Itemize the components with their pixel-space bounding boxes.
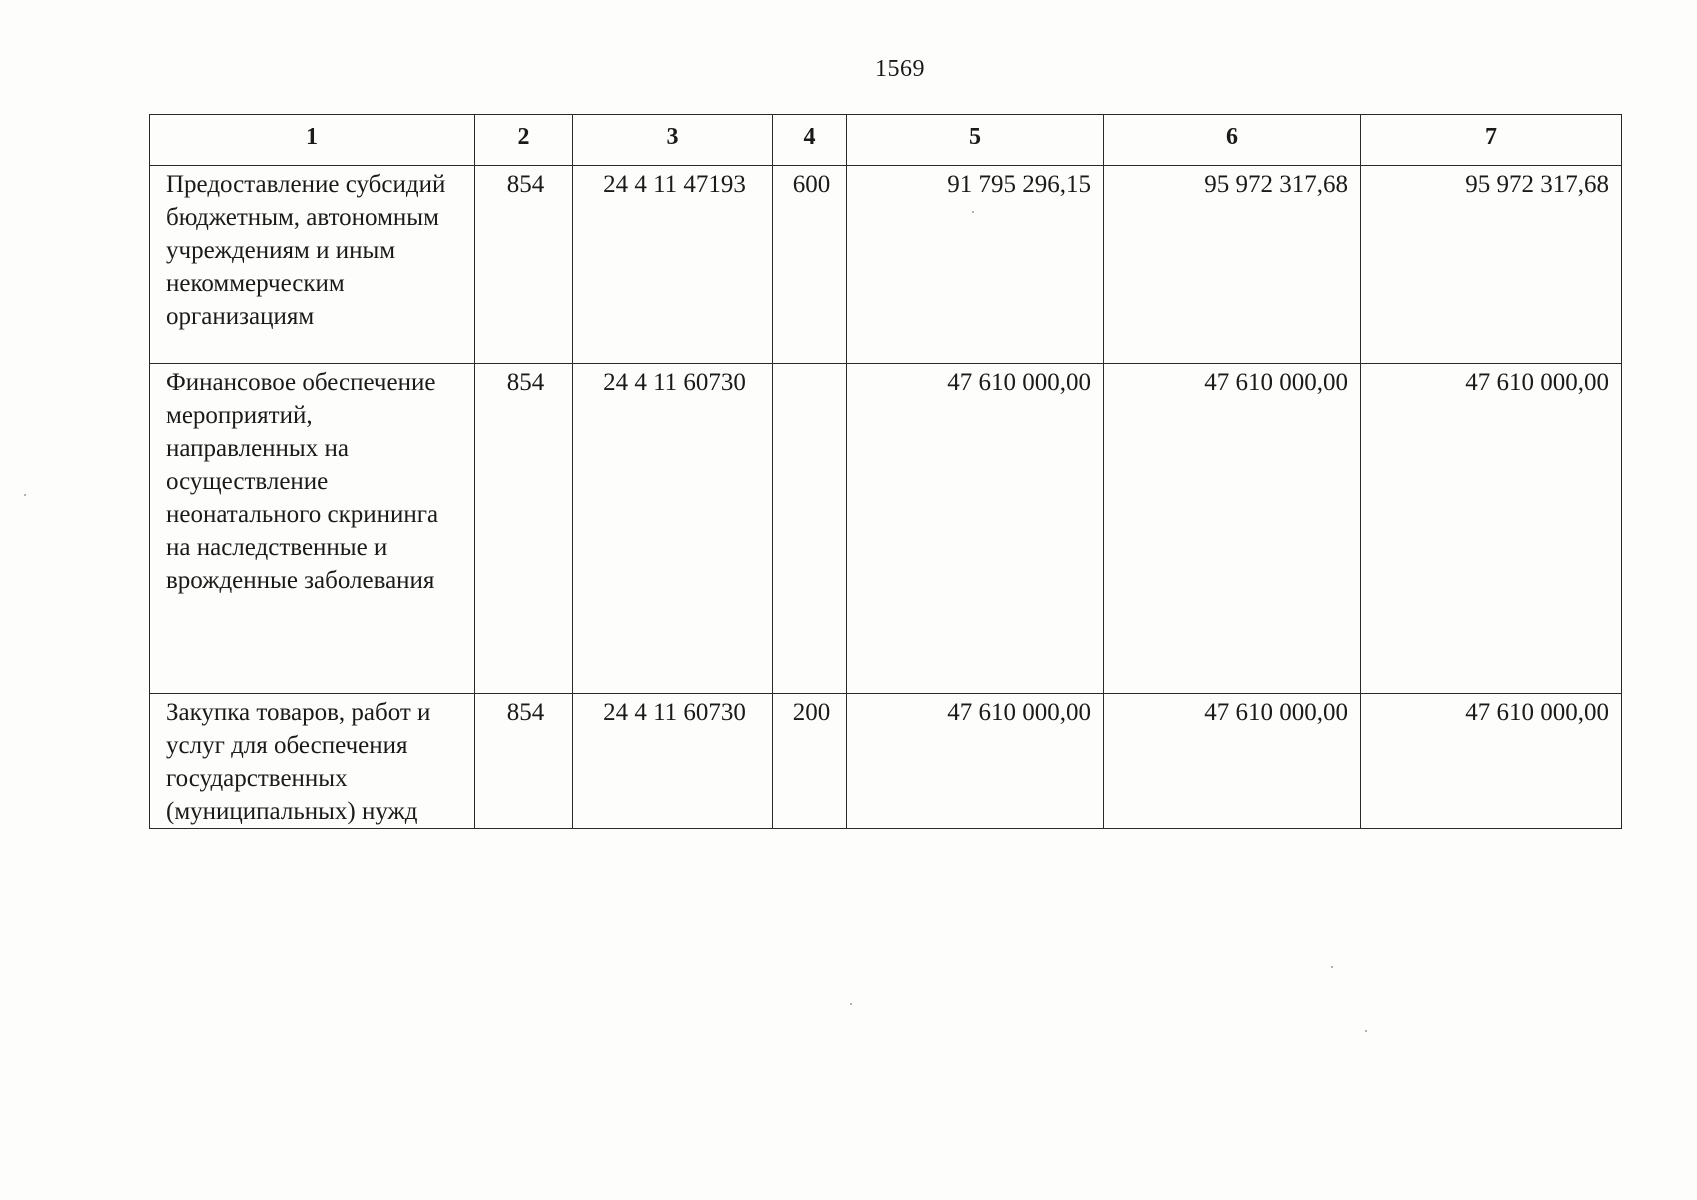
scan-speck	[850, 1003, 852, 1005]
row-amount-col6: 47 610 000,00	[1104, 694, 1361, 829]
header-col-2: 2	[475, 115, 573, 166]
header-col-4: 4	[773, 115, 847, 166]
row-amount-col6: 95 972 317,68	[1104, 166, 1361, 364]
budget-table	[149, 114, 1622, 829]
row-name: Закупка товаров, работ и услуг для обеспечения государственных (муниципальных) нужд	[150, 694, 475, 829]
table-row	[150, 694, 1622, 829]
row-amount-col7: 95 972 317,68	[1361, 166, 1622, 364]
header-col-5: 5	[847, 115, 1104, 166]
header-col-1: 1	[150, 115, 475, 166]
table-row	[150, 364, 1622, 694]
scan-speck	[24, 494, 26, 496]
scan-speck	[1331, 966, 1333, 968]
header-col-3: 3	[573, 115, 773, 166]
row-vr: 200	[773, 694, 847, 829]
row-grbs: 854	[475, 694, 573, 829]
scan-speck	[972, 211, 974, 213]
header-col-7: 7	[1361, 115, 1622, 166]
scan-speck	[1365, 1030, 1367, 1032]
row-name: Финансовое обеспечение мероприятий, направленных на осуществление неонатального скрининга на наследственные и врожденные заболевания	[150, 364, 475, 694]
header-col-6: 6	[1104, 115, 1361, 166]
row-vr: 600	[773, 166, 847, 364]
row-grbs: 854	[475, 364, 573, 694]
row-amount-col5: 47 610 000,00	[847, 364, 1104, 694]
row-amount-col7: 47 610 000,00	[1361, 694, 1622, 829]
table-row	[150, 166, 1622, 364]
row-name: Предоставление субсидий бюджетным, автономным учреждениям и иным некоммерческим организациям	[150, 166, 475, 364]
row-csr: 24 4 11 47193	[573, 166, 773, 364]
row-csr: 24 4 11 60730	[573, 364, 773, 694]
row-amount-col5: 47 610 000,00	[847, 694, 1104, 829]
row-grbs: 854	[475, 166, 573, 364]
row-vr	[773, 364, 847, 694]
header-row	[150, 115, 1622, 166]
row-amount-col5: 91 795 296,15	[847, 166, 1104, 364]
row-amount-col6: 47 610 000,00	[1104, 364, 1361, 694]
page-number: 1569	[875, 56, 925, 82]
row-amount-col7: 47 610 000,00	[1361, 364, 1622, 694]
row-csr: 24 4 11 60730	[573, 694, 773, 829]
